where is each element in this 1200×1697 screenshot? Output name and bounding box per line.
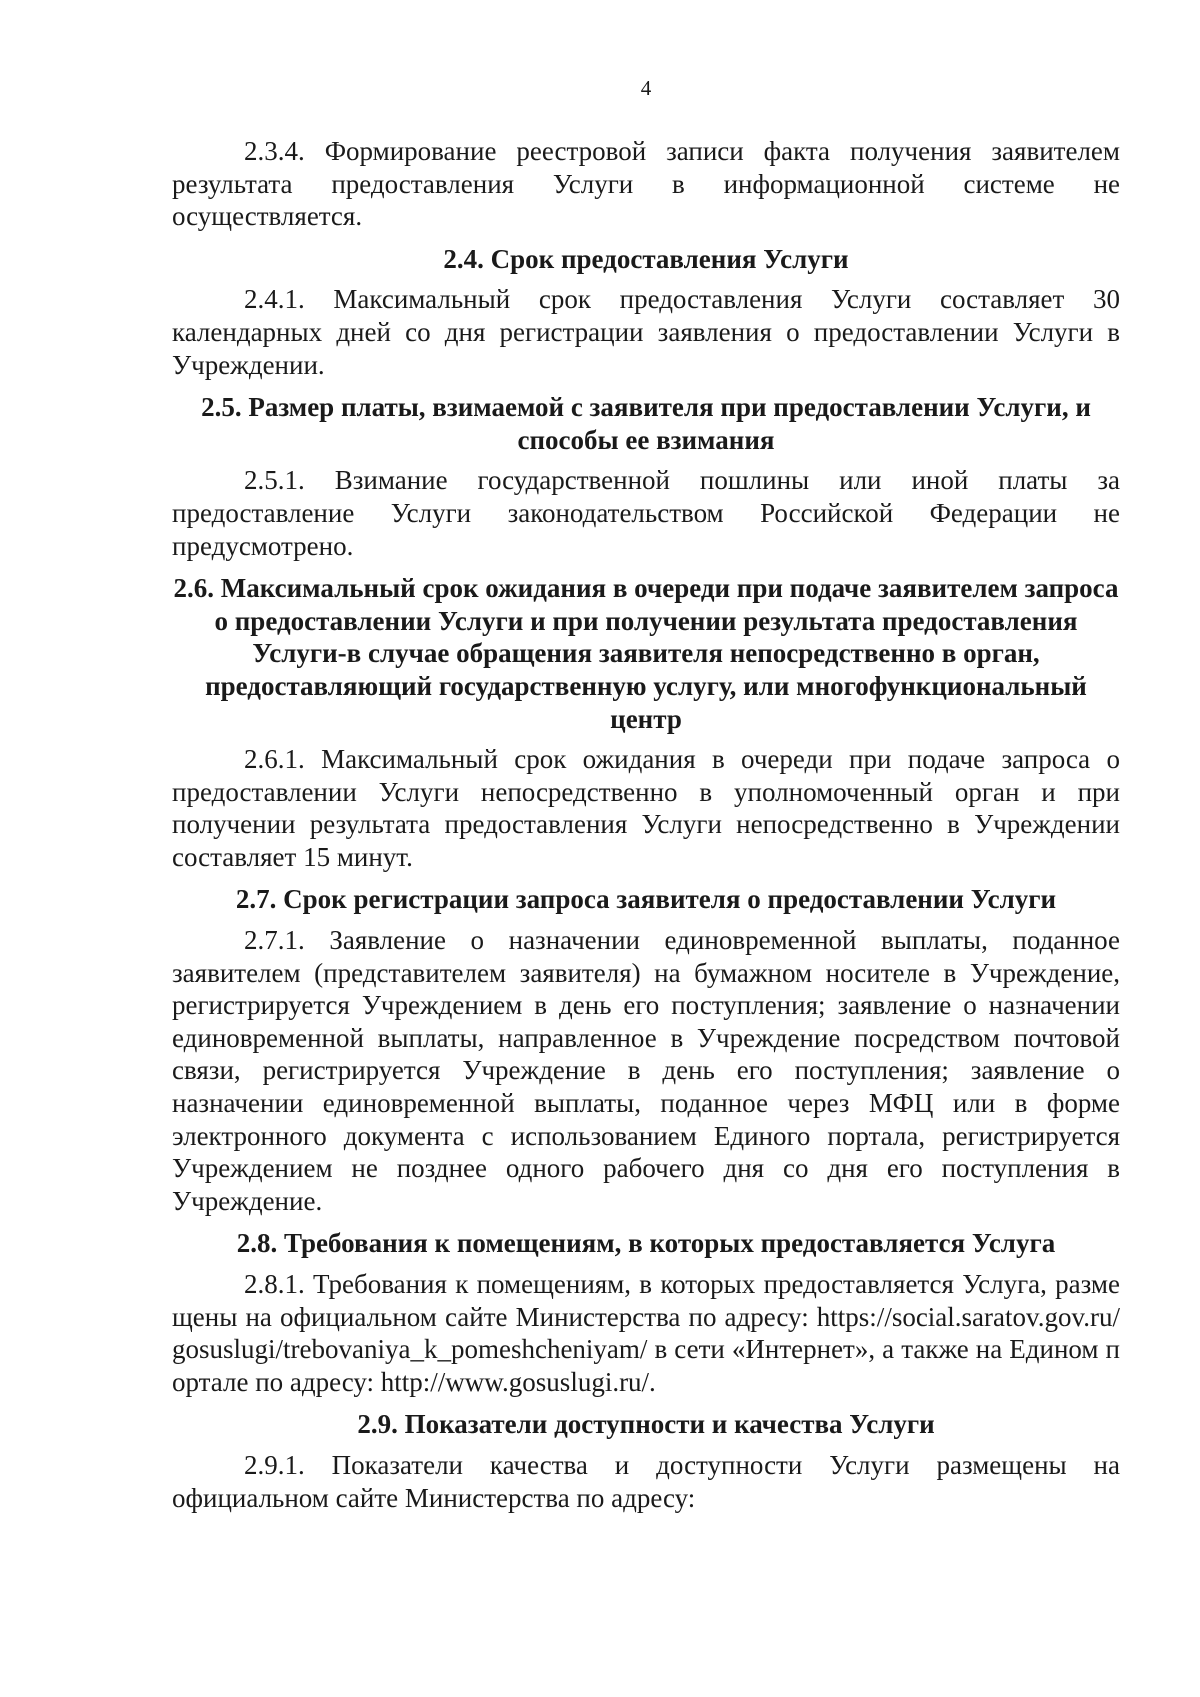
heading-2-5: 2.5. Размер платы, взимаемой с заявителя при предоставлении Услуги, и способы ее взимания bbox=[201, 392, 1091, 455]
page-number: 4 bbox=[640, 76, 652, 100]
paragraph-2-3-4: 2.3.4. Формирование реестровой записи факта получения заявителем результата предоставления Услуги в информационной системе не осуществляется. bbox=[172, 136, 1120, 232]
paragraph-2-4-1: 2.4.1. Максимальный срок предоставления Услуги составляет 30 календарных дней со дня регистрации заявления о предоставлении Услуги в Учреждении. bbox=[172, 284, 1120, 380]
paragraph-2-9-1: 2.9.1. Показатели качества и доступности Услуги размещены на официальном сайте Министерства по адресу: bbox=[172, 1449, 1120, 1513]
heading-2-7: 2.7. Срок регистрации запроса заявителя о предоставлении Услуги bbox=[235, 884, 1057, 915]
paragraph-2-6-1: 2.6.1. Максимальный срок ожидания в очереди при подаче запроса о предоставлении Услуги непосредственно в уполномоченный орган и при получении результата предоставления Услуги непосредственно в Учреждении составляет 15 минут. bbox=[172, 744, 1120, 872]
heading-2-9: 2.9. Показатели доступности и качества Услуги bbox=[357, 1409, 935, 1440]
paragraph-2-7-1: 2.7.1. Заявление о назначении единовременной выплаты, поданное заявителем (представителем заявителя) на бумажном носителе в Учреждение, регистрируется Учреждением в день его поступления; заявление о назначении единовременной выплаты, направленное в Учреждение посредством почтовой связи, регистрируется Учреждение в день его поступления; заявление о назначении единовременной выплаты, поданное через МФЦ или в форме электронного документа с использованием Единого портала, регистрируется Учреждением не позднее одного рабочего дня со дня его поступления в Учреждение. bbox=[172, 925, 1120, 1216]
heading-2-4: 2.4. Срок предоставления Услуги bbox=[443, 243, 849, 274]
document-body bbox=[172, 135, 1120, 1514]
paragraph-2-8-1: 2.8.1. Требования к помещениям, в которых предоставляется Услуга, размещены на официальном сайте Министерства по адресу: https://social.saratov.gov.ru/gosuslugi/trebovaniya_k_pomeshcheniyam/ в сети «Интернет», а также на Едином портале по адресу: http://www.gosuslugi.ru/. bbox=[172, 1269, 1120, 1397]
paragraph-2-5-1: 2.5.1. Взимание государственной пошлины или иной платы за предоставление Услуги законодательством Российской Федерации не предусмотрено. bbox=[172, 465, 1120, 561]
heading-2-6: 2.6. Максимальный срок ожидания в очереди при подаче заявителем запроса о предоставлении Услуги и при получении результата предоставления Услуги-в случае обращения заявителя непосредственно в орган, предоставляющий государственную услугу, или многофункциональный центр bbox=[173, 573, 1119, 734]
heading-2-8: 2.8. Требования к помещениям, в которых предоставляется Услуга bbox=[236, 1228, 1056, 1259]
